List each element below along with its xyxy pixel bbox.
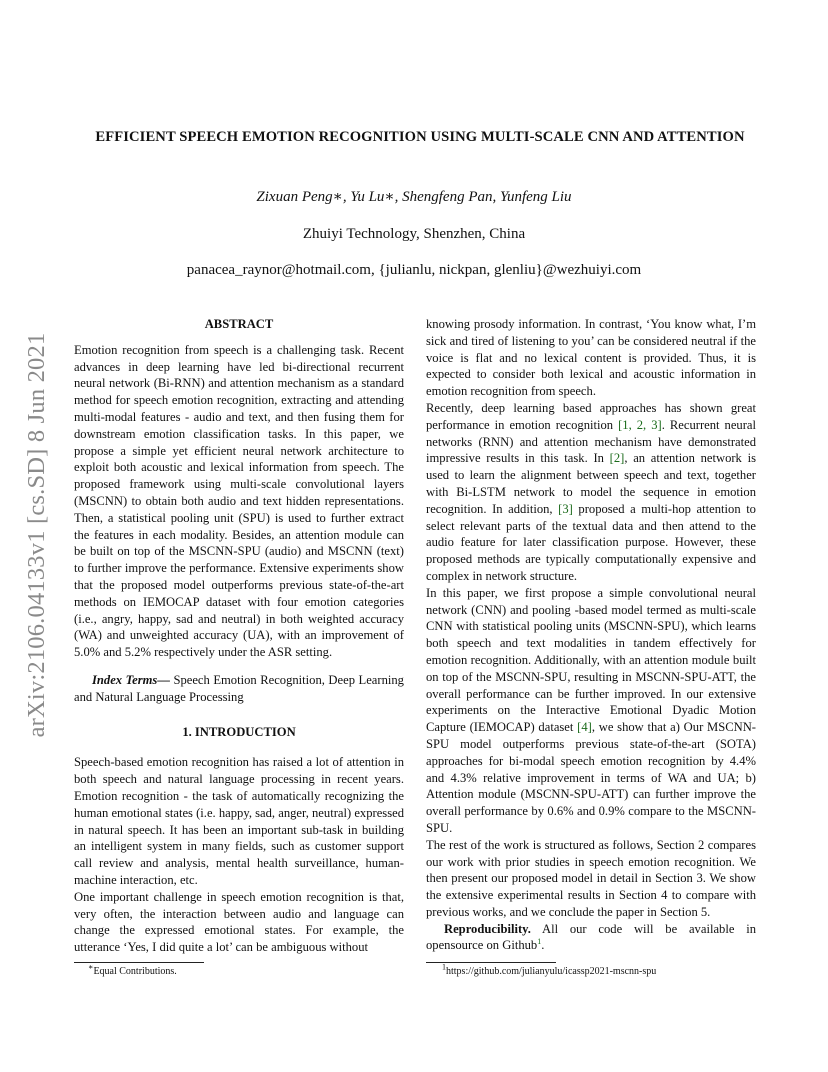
p5-text-a: In this paper, we first propose a simple convolutional neural network (CNN) and pooling -based model termed as multi-scale CNN with statistical pooling units (MSCNN-SPU), which learns both speech and text modalities in tandem effectively for emotion recognition. Additionally, with an attention module built on top of the MSCNN-SPU, resulting in MSCNN-SPU-ATT, the overall performance can be further improved. In our extensive experiments on the Interactive Emotional Dyadic Motion Capture (IEMOCAP) dataset — [426, 585, 756, 735]
index-terms-label: Index Terms— — [92, 672, 170, 687]
index-terms-text: Speech Emotion Recognition, Deep Learning and Natural Language Processing — [74, 672, 404, 704]
intro-paragraph-4 — [426, 400, 756, 585]
index-terms — [74, 672, 404, 706]
arxiv-stamp: arXiv:2106.04133v1 [cs.SD] 8 Jun 2021 — [23, 332, 50, 738]
reproducibility-end: . — [541, 938, 545, 953]
intro-paragraph-1: Speech-based emotion recognition has raised a lot of attention in both speech and natural language processing in recent years. Emotion recognition - the task of automatically recognizing the human emotional states (i.e. happy, sad, anger, neutral) expressed in natural speech. It has been an important sub-task in building an intelligent system in many fields, such as customer support call review and analysis, mental health surveillance, human-machine interaction, etc. — [74, 755, 404, 887]
intro-paragraph-3: knowing prosody information. In contrast, ‘You know what, I’m sick and tired of listening to you’ can be considered neutral if the voice is flat and no lexical content is provided. Thus, it is expected to consider both lexical and acoustic information in emotion recognition from speech. — [426, 317, 756, 399]
p4-text-a: Recently, deep learning based approaches has shown great performance in emotion recognition — [426, 400, 756, 432]
paper-title: EFFICIENT SPEECH EMOTION RECOGNITION USING MULTI-SCALE CNN AND ATTENTION — [95, 129, 745, 145]
footnote-url[interactable]: https://github.com/julianyulu/icassp2021-mscnn-spu — [446, 966, 657, 977]
left-column — [74, 316, 404, 956]
citation-link[interactable]: [4] — [577, 720, 592, 735]
footnote-text-left: Equal Contributions. — [93, 966, 177, 977]
footnote-mark-left: ∗ — [88, 962, 94, 972]
abstract-text: Emotion recognition from speech is a challenging task. Recent advances in deep learning have led bi-directional recurrent neural network (Bi-RNN) and attention mechanism as a standard method for speech emotion recognition, extracting and attending multi-modal features - audio and text, and then fusing them for downstream emotion classification tasks. In this paper, we propose a simple yet efficient neural network architecture to exploit both acoustic and lexical information from speech. The proposed framework using multi-scale convolutional layers (MSCNN) to obtain both audio and text hidden representations. Then, a statistical pooling unit (SPU) is used to further extract the features in each modality. Besides, an attention module can be built on top of the MSCNN-SPU (audio) and MSCNN (text) to further improve the performance. Extensive experiments show that the proposed model outperforms previous state-of-the-art methods on IEMOCAP dataset with four emotion categories (i.e., angry, happy, sad and neutral) in both weighted accuracy (WA) and unweighted accuracy (UA), with an improvement of 5.0% and 5.2% respectively under the ASR setting. — [74, 342, 404, 660]
author-list: Zixuan Peng∗, Yu Lu∗, Shengfeng Pan, Yunfeng Liu — [256, 189, 572, 205]
citation-link[interactable]: [2] — [609, 451, 625, 466]
reproducibility-paragraph — [426, 921, 756, 955]
footnote-mark-right: 1 — [442, 962, 446, 972]
affiliation: Zhuiyi Technology, Shenzhen, China — [302, 226, 526, 242]
footnote-left — [88, 962, 177, 978]
p4-text-c: , an attention network is used to learn the alignment between speech and text, together with Bi-LSTM network to model the sequence in emotion recognition. In addition, — [426, 451, 756, 516]
introduction-heading: 1. INTRODUCTION — [182, 724, 296, 739]
intro-paragraph-2: One important challenge in speech emotion recognition is that, very often, the interaction between audio and language can change the expressed emotional states. For example, the utterance ‘Yes, I did quite a lot’ can be ambiguous without — [74, 889, 404, 955]
p4-text-d: proposed a multi-hop attention to select relevant parts of the textual data and then attend to the audio feature for later classification purpose. However, these proposed methods are typically computationally expensive and complex in network structure. — [426, 501, 756, 583]
p4-text-b: . Recurrent neural networks (RNN) and attention mechanism have demonstrated impressive results in this task. In — [426, 417, 757, 466]
reproducibility-label: Reproducibility. — [444, 921, 531, 936]
intro-paragraph-5 — [426, 585, 756, 837]
author-emails: panacea_raynor@hotmail.com, {julianlu, nickpan, glenliu}@wezhuiyi.com — [186, 262, 642, 278]
right-column — [426, 316, 756, 954]
intro-paragraph-6: The rest of the work is structured as follows, Section 2 compares our work with prior studies in speech emotion recognition. We then present our proposed model in detail in Section 3. We show the extensive experimental results in Section 4 to compare with previous works, and we conclude the paper in Section 5. — [426, 837, 756, 919]
footnote-right — [442, 962, 657, 978]
abstract-heading: ABSTRACT — [204, 317, 274, 331]
p5-text-b: , we show that a) Our MSCNN-SPU model outperforms previous state-of-the-art (SOTA) approaches for bi-modal speech emotion recognition by 4.4% and 4.3% relative improvement in terms of WA and UA; b) Attention module (MSCNN-SPU-ATT) can further improve the overall performance by 0.6% and 0.9% compare to the MSCNN-SPU. — [426, 720, 756, 835]
reproducibility-text: All our code will be available in opensource on Github — [426, 921, 756, 953]
citation-link[interactable]: [1, 2, 3] — [618, 417, 662, 432]
footnote-rule-left — [74, 962, 204, 963]
footnote-link[interactable]: 1 — [537, 937, 542, 947]
citation-link[interactable]: [3] — [558, 501, 573, 516]
